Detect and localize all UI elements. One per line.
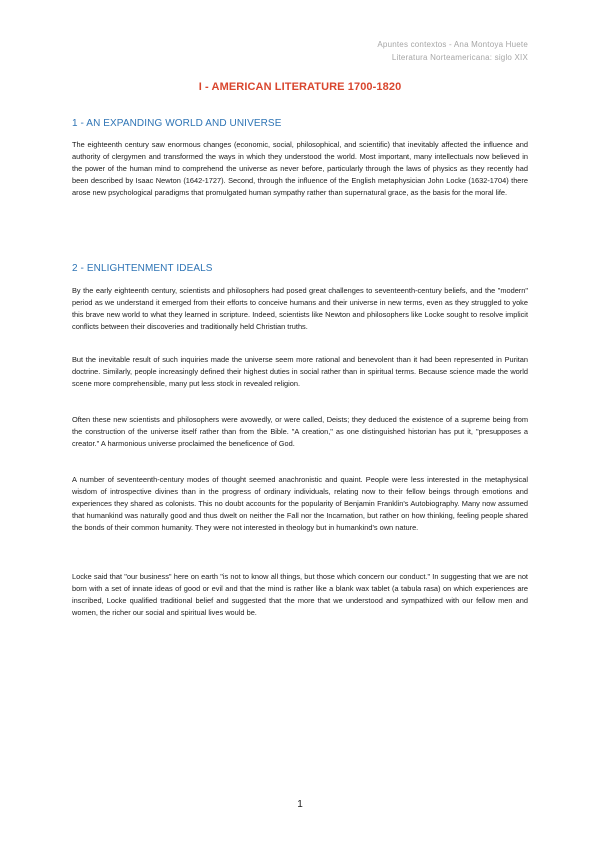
header-author-line: Apuntes contextos - Ana Montoya Huete: [377, 40, 528, 49]
header-course-line: Literatura Norteamericana: siglo XIX: [391, 53, 528, 62]
page-header: [377, 38, 528, 64]
paragraph-1-1: The eighteenth century saw enormous changes (economic, social, philosophical, and scientific) that inevitably affected the influence and authority of clergymen and transformed the ways in which they understood the world. Most important, many intellectuals now believed in the power of the human mind to comprehend the universe as never before, particularly through the laws of physics as they recently had been described by Isaac Newton (1642-1727). Second, through the influence of the English metaphysician John Locke (1632-1704) there arose new psychological paradigms that promulgated human sympathy rather than supernatural grace, as the basis for the moral life.: [72, 140, 528, 198]
paragraph-2-4: A number of seventeenth-century modes of thought seemed anachronistic and quaint. People were less interested in the metaphysical wisdom of introspective divines than in the progress of ordinary individuals, relating now to their fellow beings through emotions and experiences they shared as colonists. This no doubt accounts for the popularity of Benjamin Franklin's Autobiography. Many now assumed that humankind was naturally good and thus dwelt on neither the Fall nor the Incarnation, but rather on how thinking, feeling people shared the bonds of their common humanity. They were not interested in theology but in humankind's own nature.: [72, 475, 528, 533]
paragraph-2-5: Locke said that "our business" here on earth "is not to know all things, but those which concern our conduct." In suggesting that we are not born with a set of innate ideas of good or evil and that the mind is rather like a blank wax tablet (a tabula rasa) on which experiences are inscribed, Locke qualified traditional belief and suggested that the more that we understood and sympathized with our fellow men and women, the richer our social and spiritual lives would be.: [72, 572, 528, 618]
section-heading-1: 1 - AN EXPANDING WORLD AND UNIVERSE: [72, 118, 282, 129]
section-heading-2: 2 - ENLIGHTENMENT IDEALS: [72, 263, 213, 274]
paragraph-2-3: Often these new scientists and philosophers were avowedly, or were called, Deists; they deduced the existence of a supreme being from the construction of the universe itself rather than from the Bible. "A creation," as one distinguished historian has put it, "presupposes a creator." A harmonious universe proclaimed the beneficence of God.: [72, 415, 528, 449]
document-title: I - AMERICAN LITERATURE 1700-1820: [198, 81, 402, 93]
paragraph-2-2: But the inevitable result of such inquiries made the universe seem more rational and benevolent than it had been represented in Puritan doctrine. Similarly, people increasingly defined their highest duties in social rather than in spiritual terms. Because science made the world scene more comprehensible, many put less stock in revealed religion.: [72, 355, 528, 389]
paragraph-2-1: By the early eighteenth century, scientists and philosophers had posed great challenges to seventeenth-century beliefs, and the "modern" period as we understand it emerged from their efforts to conceive humans and their universe in new terms, even as they struggled to yoke this brave new world to what they learned in scripture. Indeed, scientists like Newton and philosophers like Locke sought to resolve implicit conflicts between their discoveries and traditionally held Christian truths.: [72, 286, 528, 332]
page-number: 1: [297, 799, 303, 810]
